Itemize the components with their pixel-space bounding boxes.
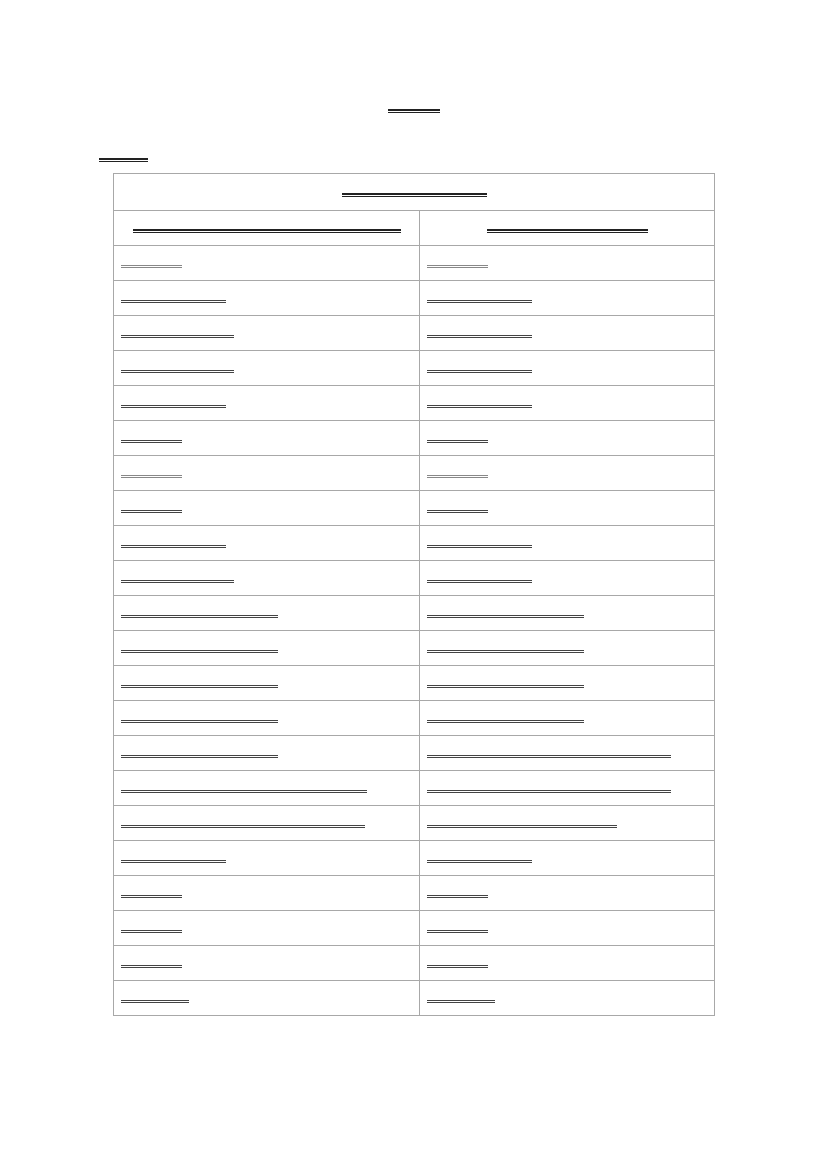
table-caption-row <box>114 174 715 211</box>
table-cell <box>114 351 420 386</box>
cell-text <box>427 678 584 688</box>
cell-text <box>121 748 278 758</box>
table-row <box>114 596 715 631</box>
cell-text <box>427 818 617 828</box>
table-cell <box>420 771 715 806</box>
cell-text <box>121 503 182 513</box>
cell-text <box>427 538 532 548</box>
section-label-text <box>99 152 148 162</box>
table-cell <box>420 631 715 666</box>
table-cell <box>420 911 715 946</box>
table-cell <box>114 771 420 806</box>
table-row <box>114 246 715 281</box>
cell-text <box>427 468 488 478</box>
cell-text <box>121 993 189 1003</box>
table-caption-cell <box>114 174 715 211</box>
cell-text <box>427 503 488 513</box>
table-cell <box>114 526 420 561</box>
cell-text <box>121 328 234 338</box>
column-header <box>420 211 715 246</box>
table-cell <box>114 841 420 876</box>
table-row <box>114 526 715 561</box>
table-row <box>114 631 715 666</box>
table-cell <box>114 876 420 911</box>
table-row <box>114 876 715 911</box>
cell-text <box>121 363 234 373</box>
table-header-row <box>114 211 715 246</box>
table-cell <box>420 491 715 526</box>
table-cell <box>420 281 715 316</box>
table-cell <box>114 946 420 981</box>
cell-text <box>121 923 182 933</box>
table-cell <box>114 596 420 631</box>
table-cell <box>420 316 715 351</box>
table-cell <box>420 946 715 981</box>
table-cell <box>114 806 420 841</box>
table-cell <box>114 421 420 456</box>
cell-text <box>427 958 488 968</box>
cell-text <box>427 643 584 653</box>
table-cell <box>420 386 715 421</box>
table-cell <box>420 876 715 911</box>
table-cell <box>114 491 420 526</box>
table-cell <box>420 246 715 281</box>
cell-text <box>121 678 278 688</box>
table-cell <box>420 666 715 701</box>
cell-text <box>427 573 532 583</box>
cell-text <box>427 293 532 303</box>
table-row <box>114 281 715 316</box>
cell-text <box>121 783 367 793</box>
table-cell <box>114 456 420 491</box>
document-title-text <box>388 103 440 113</box>
column-header-text <box>133 223 401 233</box>
table-cell <box>114 386 420 421</box>
table-cell <box>114 911 420 946</box>
cell-text <box>121 958 182 968</box>
table-cell <box>114 666 420 701</box>
table-cell <box>420 421 715 456</box>
table-cell <box>420 351 715 386</box>
cell-text <box>427 433 488 443</box>
data-table <box>113 173 715 1016</box>
cell-text <box>427 888 488 898</box>
data-table-container <box>113 173 714 1016</box>
cell-text <box>427 258 488 268</box>
table-cell <box>114 561 420 596</box>
section-label <box>99 148 148 166</box>
table-cell <box>420 841 715 876</box>
cell-text <box>121 468 182 478</box>
table-cell <box>114 281 420 316</box>
table-row <box>114 946 715 981</box>
table-row <box>114 421 715 456</box>
cell-text <box>121 538 226 548</box>
cell-text <box>427 328 532 338</box>
table-cell <box>420 561 715 596</box>
table-cell <box>420 981 715 1016</box>
cell-text <box>427 363 532 373</box>
cell-text <box>121 608 278 618</box>
table-cell <box>114 316 420 351</box>
cell-text <box>427 608 584 618</box>
table-cell <box>114 736 420 771</box>
table-row <box>114 666 715 701</box>
cell-text <box>427 783 671 793</box>
table-row <box>114 456 715 491</box>
cell-text <box>121 398 226 408</box>
column-header-text <box>487 223 648 233</box>
cell-text <box>427 713 584 723</box>
table-cell <box>420 596 715 631</box>
table-row <box>114 736 715 771</box>
table-row <box>114 771 715 806</box>
cell-text <box>121 573 234 583</box>
table-row <box>114 806 715 841</box>
table-row <box>114 386 715 421</box>
cell-text <box>121 818 365 828</box>
table-caption <box>342 187 487 197</box>
cell-text <box>121 293 226 303</box>
cell-text <box>427 923 488 933</box>
table-row <box>114 316 715 351</box>
table-cell <box>114 981 420 1016</box>
table-cell <box>420 456 715 491</box>
table-row <box>114 351 715 386</box>
table-row <box>114 911 715 946</box>
table-cell <box>114 701 420 736</box>
cell-text <box>121 258 182 268</box>
column-header <box>114 211 420 246</box>
cell-text <box>427 993 495 1003</box>
cell-text <box>121 853 226 863</box>
table-cell <box>420 701 715 736</box>
table-cell <box>420 526 715 561</box>
table-row <box>114 491 715 526</box>
cell-text <box>121 643 278 653</box>
table-cell <box>114 246 420 281</box>
table-row <box>114 981 715 1016</box>
table-row <box>114 561 715 596</box>
table-row <box>114 841 715 876</box>
table-cell <box>420 806 715 841</box>
cell-text <box>427 398 532 408</box>
table-cell <box>420 736 715 771</box>
cell-text <box>121 713 278 723</box>
table-row <box>114 701 715 736</box>
table-cell <box>114 631 420 666</box>
cell-text <box>121 433 182 443</box>
cell-text <box>427 853 532 863</box>
document-title <box>388 99 440 117</box>
cell-text <box>121 888 182 898</box>
cell-text <box>427 748 671 758</box>
